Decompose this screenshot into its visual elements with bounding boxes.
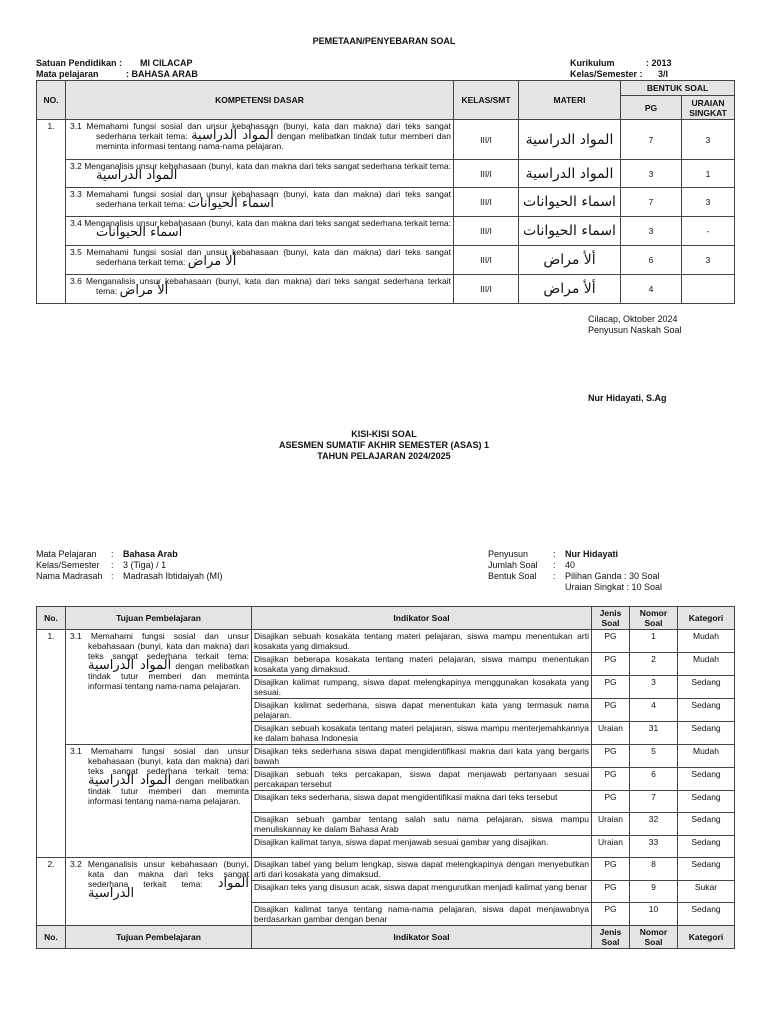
- kisi-row: [37, 630, 735, 653]
- meta-label: Penyusun: [488, 549, 529, 559]
- kisi-nomor: 10: [630, 903, 678, 926]
- kisi-kategori: Sedang: [678, 768, 735, 791]
- kisi-foot-nomor: Nomor Soal: [630, 926, 678, 949]
- kisi-kategori: Mudah: [678, 653, 735, 676]
- tujuan-arabic: المواد الدراسية: [88, 658, 172, 673]
- kisi-nomor: 3: [630, 676, 678, 699]
- row-kd: [66, 160, 454, 188]
- tujuan-text: 3.1 Memahami fungsi sosial dan unsur kebahasaan (bunyi, kata dan makna) dari teks sangat sederhana terkait tema:: [70, 746, 249, 776]
- tujuan-text: 3.1 Memahami fungsi sosial dan unsur kebahasaan (bunyi, kata dan makna) dari teks sangat sederhana terkait tema:: [70, 631, 249, 661]
- kisi-indikator: Disajikan teks yang disusun acak, siswa dapat mengurutkan menjadi kalimat yang benar: [252, 881, 592, 903]
- kisi-jenis: PG: [592, 903, 630, 926]
- kisi-indikator: Disajikan kalimat tanya tentang nama-nama pelajaran, siswa dapat menjawabnya berdasarkan gambar dengan benar: [252, 903, 592, 926]
- kisi-jenis: PG: [592, 630, 630, 653]
- row-kelas: III/I: [454, 160, 519, 188]
- kd-text: 3.5 Memahami fungsi sosial dan unsur kebahasaan (bunyi, kata dan makna) dari teks sangat sederhana terkait tema:: [70, 247, 451, 267]
- kisi-jenis: PG: [592, 745, 630, 768]
- row-kd: [66, 275, 454, 304]
- kd-arabic: المواد الدراسية: [96, 168, 178, 183]
- kisi-jenis: PG: [592, 768, 630, 791]
- kisi-foot-kategori: Kategori: [678, 926, 735, 949]
- kisi-col-jenis: Jenis Soal: [592, 607, 630, 630]
- kurikulum-label: Kurikulum: [570, 58, 615, 68]
- pemetaan-row: [37, 160, 735, 188]
- pemetaan-row: [37, 188, 735, 217]
- pemetaan-title: PEMETAAN/PENYEBARAN SOAL: [312, 36, 456, 46]
- kisi-jenis: PG: [592, 791, 630, 813]
- kd-arabic: المواد الدراسية: [191, 128, 274, 143]
- meta-label: Jumlah Soal: [488, 560, 538, 570]
- row-uraian: 3: [682, 188, 735, 217]
- kisi-nomor: 1: [630, 630, 678, 653]
- kisi-nomor: 31: [630, 722, 678, 745]
- row-pg: 7: [621, 188, 682, 217]
- kisi-nomor: 4: [630, 699, 678, 722]
- kisi-kategori: Sedang: [678, 676, 735, 699]
- meta-value: 3 (Tiga) / 1: [123, 560, 167, 570]
- col-kelas: KELAS/SMT: [454, 81, 519, 120]
- kisi-nomor: 8: [630, 858, 678, 881]
- meta-label: Kelas/Semester: [36, 560, 100, 570]
- kisi-col-indikator: Indikator Soal: [252, 607, 592, 630]
- meta-value: 40: [565, 560, 576, 570]
- meta-value: Uraian Singkat : 10 Soal: [565, 582, 663, 592]
- kisi-jenis: Uraian: [592, 722, 630, 745]
- pemetaan-row: [37, 246, 735, 275]
- row-pg: 4: [621, 275, 682, 304]
- satuan-label: Satuan Pendidikan :: [36, 58, 123, 68]
- kurikulum-value: : 2013: [646, 58, 672, 68]
- row-uraian: -: [682, 217, 735, 246]
- pemetaan-row: [37, 275, 735, 304]
- kisi-nomor: 9: [630, 881, 678, 903]
- kisi-col-nomor: Nomor Soal: [630, 607, 678, 630]
- kd-after: dengan melibatkan tindak tutur memberi dan meminta informasi tentang nama-nama pelajaran.: [96, 131, 451, 151]
- kisi-indikator: Disajikan teks sederhana, siswa dapat mengidentifikasi makna dari teks tersebut: [252, 791, 592, 813]
- row-kelas: III/I: [454, 120, 519, 160]
- meta-value: Bahasa Arab: [123, 549, 178, 559]
- kisi-no: [37, 745, 66, 858]
- meta-colon: :: [111, 571, 114, 581]
- kd-arabic: ألأ مراض: [119, 283, 169, 298]
- meta-label: Bentuk Soal: [488, 571, 537, 581]
- row-materi: المواد الدراسية: [519, 160, 621, 188]
- pemetaan-row: [37, 217, 735, 246]
- kd-arabic: اسماء الحيوانات: [96, 225, 183, 240]
- kisi-nomor: 7: [630, 791, 678, 813]
- kisi-indikator: Disajikan sebuah kosakata tentang materi pelajaran, siswa mampu menterjemahkannya ke dalam bahasa Indonesia: [252, 722, 592, 745]
- kisi-indikator: Disajikan sebuah teks percakapan, siswa dapat menjawab pertanyaan sesuai percakapan tersebut: [252, 768, 592, 791]
- mapel-value: : BAHASA ARAB: [126, 69, 198, 79]
- kelas-value: 3/I: [658, 69, 669, 79]
- kisi-kategori: Sedang: [678, 903, 735, 926]
- col-materi: MATERI: [519, 81, 621, 120]
- kisi-jenis: Uraian: [592, 836, 630, 858]
- row-kelas: III/I: [454, 217, 519, 246]
- row-kd: [66, 217, 454, 246]
- row-kelas: III/I: [454, 275, 519, 304]
- row-no: [37, 275, 66, 304]
- kisi-row: [37, 858, 735, 881]
- kisi-foot-indikator: Indikator Soal: [252, 926, 592, 949]
- meta-value: Madrasah Ibtidaiyah (MI): [123, 571, 223, 581]
- row-no: 1.: [37, 120, 66, 160]
- row-kelas: III/I: [454, 188, 519, 217]
- kisi-jenis: PG: [592, 699, 630, 722]
- meta-label: Mata Pelajaran: [36, 549, 97, 559]
- kisi-jenis: PG: [592, 881, 630, 903]
- row-kd: [66, 246, 454, 275]
- kisi-kategori: Sedang: [678, 858, 735, 881]
- kisi-foot-tujuan: Tujuan Pembelajaran: [66, 926, 252, 949]
- row-uraian: 1: [682, 160, 735, 188]
- kisi-nomor: 33: [630, 836, 678, 858]
- row-uraian: [682, 275, 735, 304]
- row-kd: [66, 188, 454, 217]
- row-materi: ألأ مراض: [519, 275, 621, 304]
- kisi-col-no: No.: [37, 607, 66, 630]
- kisi-kategori: Sukar: [678, 881, 735, 903]
- kisi-row: [37, 745, 735, 768]
- kisi-year: TAHUN PELAJARAN 2024/2025: [317, 451, 451, 461]
- kisi-foot-jenis: Jenis Soal: [592, 926, 630, 949]
- pemetaan-table: [36, 80, 735, 304]
- penyusun-name: Nur Hidayati, S.Ag: [588, 393, 667, 403]
- col-no: NO.: [37, 81, 66, 120]
- kisi-tujuan: [66, 630, 252, 745]
- kisi-no: 2.: [37, 858, 66, 926]
- kisi-jenis: Uraian: [592, 813, 630, 836]
- kisi-indikator: Disajikan beberapa kosakata tentang materi pelajaran, siswa mampu menentukan kosakata yang dimaksud.: [252, 653, 592, 676]
- row-materi: اسماء الحيوانات: [519, 188, 621, 217]
- tujuan-after: dengan melibatkan tindak tutur memberi dan meminta informasi tentang nama-nama pelajaran.: [88, 661, 249, 691]
- kisi-table: [36, 606, 735, 949]
- kisi-foot-no: No.: [37, 926, 66, 949]
- row-kelas: III/I: [454, 246, 519, 275]
- meta-colon: :: [111, 549, 114, 559]
- kisi-nomor: 5: [630, 745, 678, 768]
- kelas-label: Kelas/Semester :: [570, 69, 643, 79]
- meta-value: Pilihan Ganda : 30 Soal: [565, 571, 660, 581]
- col-pg: PG: [621, 96, 682, 120]
- kisi-kategori: Sedang: [678, 813, 735, 836]
- row-no: [37, 217, 66, 246]
- kisi-indikator: Disajikan kalimat rumpang, siswa dapat melengkapinya menggunakan kosakata yang sesuai.: [252, 676, 592, 699]
- kisi-indikator: Disajikan teks sederhana siswa dapat mengidentifikasi makna dari kata yang bergaris bawah: [252, 745, 592, 768]
- col-bentuk: BENTUK SOAL: [621, 81, 735, 96]
- penyusun-title: Penyusun Naskah Soal: [588, 325, 682, 335]
- kd-arabic: اسماء الحيوانات: [187, 196, 274, 211]
- kisi-indikator: Disajikan kalimat tanya, siswa dapat menjawab sesuai gambar yang disajikan.: [252, 836, 592, 858]
- kisi-kategori: Sedang: [678, 836, 735, 858]
- kisi-indikator: Disajikan kalimat sederhana, siswa dapat menentukan kata yang termasuk nama pelajaran.: [252, 699, 592, 722]
- col-uraian: URAIAN SINGKAT: [682, 96, 735, 120]
- kisi-nomor: 2: [630, 653, 678, 676]
- kisi-nomor: 6: [630, 768, 678, 791]
- kd-text: 3.1 Memahami fungsi sosial dan unsur kebahasaan (bunyi, kata dan makna) dari teks sangat sederhana terkait tema:: [70, 121, 451, 141]
- kisi-title: KISI-KISI SOAL: [351, 429, 417, 439]
- kisi-kategori: Sedang: [678, 791, 735, 813]
- row-pg: 6: [621, 246, 682, 275]
- row-uraian: 3: [682, 120, 735, 160]
- kd-text: 3.3 Memahami fungsi sosial dan unsur kebahasaan (bunyi, kata dan makna) dari teks sangat sederhana terkait tema:: [70, 189, 451, 209]
- tujuan-arabic: المواد الدراسية: [88, 773, 172, 788]
- mapel-label: Mata pelajaran: [36, 69, 99, 79]
- meta-colon: :: [553, 560, 556, 570]
- tujuan-text: 3.2 Menganalisis unsur kebahasaan (bunyi, kata dan makna dari teks sangat sederhana terkait tema:: [70, 859, 249, 889]
- row-materi: اسماء الحيوانات: [519, 217, 621, 246]
- satuan-value: MI CILACAP: [140, 58, 193, 68]
- row-materi: المواد الدراسية: [519, 120, 621, 160]
- col-kd: KOMPETENSI DASAR: [66, 81, 454, 120]
- kisi-jenis: PG: [592, 858, 630, 881]
- place-date: Cilacap, Oktober 2024: [588, 314, 678, 324]
- tujuan-arabic: المواد الدراسية: [88, 876, 249, 901]
- kd-arabic: ألأ مراض: [187, 254, 237, 269]
- row-pg: 3: [621, 160, 682, 188]
- kisi-indikator: Disajikan sebuah kosakata tentang materi pelajaran, siswa mampu menentukan arti kosakata yang dimaksud.: [252, 630, 592, 653]
- kisi-col-kategori: Kategori: [678, 607, 735, 630]
- kd-text: 3.4 Menganalisis unsur kebahasaan (bunyi, kata dan makna dari teks sangat sederhana terkait tema:: [70, 218, 451, 228]
- row-materi: ألأ مراض: [519, 246, 621, 275]
- kisi-kategori: Sedang: [678, 722, 735, 745]
- kd-text: 3.2 Menganalisis unsur kebahasaan (bunyi, kata dan makna dari teks sangat sederhana terkait tema:: [70, 161, 451, 171]
- kisi-col-tujuan: Tujuan Pembelajaran: [66, 607, 252, 630]
- kisi-kategori: Mudah: [678, 745, 735, 768]
- tujuan-after: dengan melibatkan tindak tutur memberi dan meminta informasi tentang nama-nama pelajaran.: [88, 776, 249, 806]
- row-kd: [66, 120, 454, 160]
- meta-colon: :: [553, 571, 556, 581]
- kisi-no: 1.: [37, 630, 66, 745]
- row-no: [37, 188, 66, 217]
- kisi-nomor: 32: [630, 813, 678, 836]
- meta-colon: :: [111, 560, 114, 570]
- kisi-jenis: PG: [592, 676, 630, 699]
- kd-text: 3.6 Menganalisis unsur kebahasaan (bunyi, kata dan makna) dari teks sangat sederhana terkait tema:: [70, 276, 451, 296]
- row-uraian: 3: [682, 246, 735, 275]
- meta-value: Nur Hidayati: [565, 549, 619, 559]
- row-pg: 7: [621, 120, 682, 160]
- kisi-jenis: PG: [592, 653, 630, 676]
- meta-colon: :: [553, 549, 556, 559]
- kisi-tujuan: [66, 858, 252, 926]
- kisi-kategori: Mudah: [678, 630, 735, 653]
- pemetaan-row: [37, 120, 735, 160]
- kisi-tujuan: [66, 745, 252, 858]
- row-no: [37, 160, 66, 188]
- kisi-kategori: Sedang: [678, 699, 735, 722]
- kisi-indikator: Disajikan sebuah gambar tentang salah satu nama pelajaran, siswa mampu menuliskannay ke dalam Bahasa Arab: [252, 813, 592, 836]
- kisi-subtitle: ASESMEN SUMATIF AKHIR SEMESTER (ASAS) 1: [278, 440, 489, 450]
- row-no: [37, 246, 66, 275]
- meta-label: Nama Madrasah: [36, 571, 103, 581]
- kisi-indikator: Disajikan tabel yang belum lengkap, siswa dapat melengkapinya dengan menyebutkan arti dari kosakata yang dimaksud.: [252, 858, 592, 881]
- row-pg: 3: [621, 217, 682, 246]
